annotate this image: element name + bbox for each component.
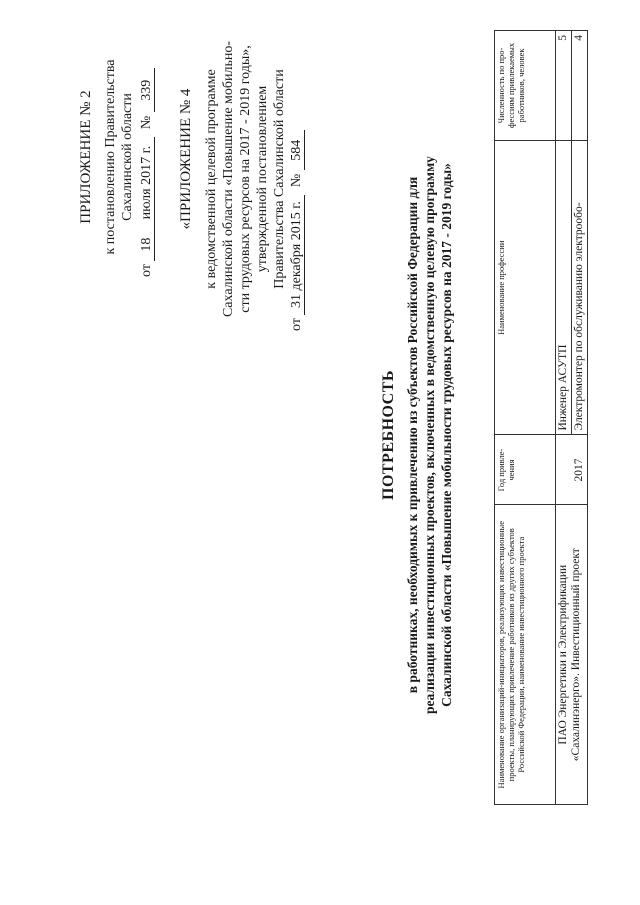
from-label: от: [139, 264, 154, 277]
table-row: [556, 31, 572, 805]
profession-cell: Электромонтер по обслуживанию электрообо-: [572, 140, 588, 435]
count-cell: 4: [572, 31, 588, 141]
year-cell: 2017: [556, 435, 588, 505]
header-organization: Наименование организаций-инициаторов, реализующих инвестиционные проекты, планирующих привлечение работников из других субъектов Российской Федерации, наименование инвестиционного проекта: [495, 505, 556, 805]
appendix-number: ПРИЛОЖЕНИЕ № 2: [78, 90, 94, 224]
organization-line-1: ПАО Энергетики и Электрификации: [557, 564, 569, 745]
header-year: Год привле-чения: [495, 435, 556, 505]
heading-line-2: реализации инвестиционных проектов, включенных в ведомственную целевую программу: [422, 156, 437, 714]
table-header-row: [495, 31, 556, 805]
appendix4-number-sign: №: [289, 173, 304, 188]
heading-line-1: в работниках, необходимых к привлечению из субъектов Российской Федерации для: [405, 176, 420, 694]
organization-line-2: «Сахалинэнерго». Инвестиционный проект: [570, 548, 582, 762]
appendix4-date: 31 декабря 2015 г.: [289, 195, 305, 315]
heading-title: ПОТРЕБНОСТЬ: [380, 370, 397, 500]
header-count: Численность по про-фессиям привлекаемых работников, человек: [495, 31, 556, 141]
approval-block: [78, 37, 155, 277]
appendix4-title: «ПРИЛОЖЕНИЕ № 4: [178, 88, 194, 230]
document-heading: [380, 115, 455, 755]
decree-date-line: [138, 37, 155, 277]
profession-cell: Инженер АСУТП: [556, 140, 572, 435]
decree-month-year: июля 2017 г.: [139, 137, 155, 229]
heading-line-3: Сахалинской области «Повышение мобильности трудовых ресурсов на 2017 - 2019 годы»: [439, 163, 454, 707]
appendix4-line-5: Правительства Сахалинской области: [272, 69, 287, 289]
appendix4-date-line: [288, 19, 305, 339]
appendix4-line-2: Сахалинской области «Повышение мобильно-: [221, 40, 236, 318]
decree-line-1: к постановлению Правительства: [103, 59, 118, 255]
count-cell: 5: [556, 31, 572, 141]
appendix4-line-1: к ведомственной целевой программе: [204, 69, 219, 289]
decree-day: 18: [139, 229, 155, 261]
decree-line-2: Сахалинской области: [120, 93, 135, 221]
decree-number: 339: [139, 68, 155, 112]
organization-cell: [556, 505, 588, 805]
number-sign: №: [139, 115, 154, 130]
appendix4-from-label: от: [289, 318, 304, 331]
appendix4-number: 584: [289, 130, 305, 170]
requirements-table: [494, 30, 588, 805]
appendix4-block: [178, 19, 305, 339]
appendix4-line-3: сти трудовых ресурсов на 2017 - 2019 годы»,: [238, 45, 253, 313]
appendix4-line-4: утвержденной постановлением: [255, 85, 270, 273]
header-profession: Наименование профессии: [495, 140, 556, 435]
